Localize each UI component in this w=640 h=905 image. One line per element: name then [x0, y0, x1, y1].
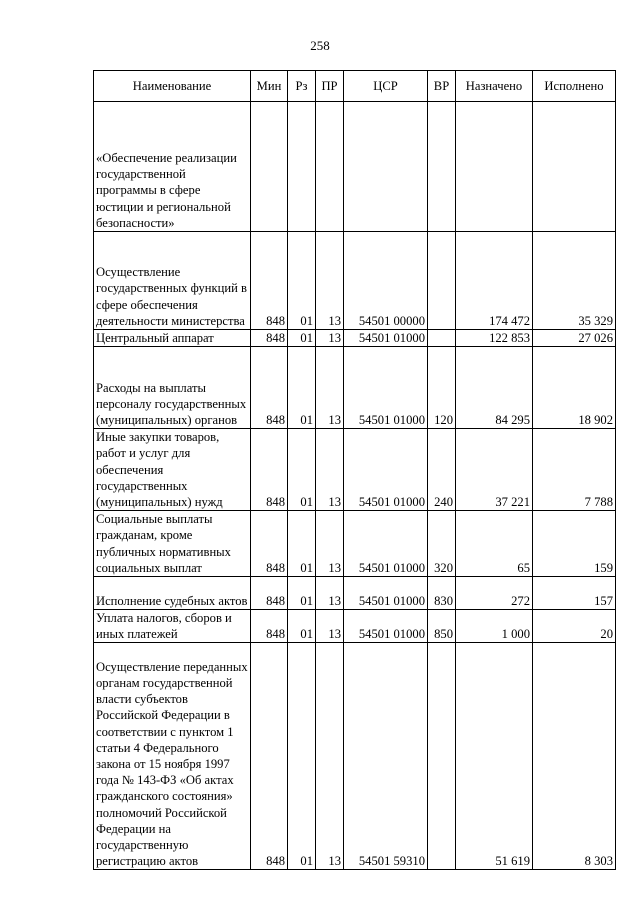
- cell-vr: 240: [428, 429, 456, 511]
- cell-rz: 01: [288, 511, 316, 577]
- cell-executed: 20: [533, 610, 616, 643]
- cell-name: Социальные выплаты гражданам, кроме публичных нормативных социальных выплат: [94, 511, 251, 577]
- cell-min: 848: [251, 577, 288, 610]
- table-row: [94, 511, 616, 577]
- cell-vr: [428, 232, 456, 330]
- cell-min: [251, 102, 288, 232]
- cell-min: 848: [251, 347, 288, 429]
- header-rz: Рз: [288, 71, 316, 102]
- cell-rz: 01: [288, 643, 316, 870]
- cell-csr: 54501 01000: [344, 429, 428, 511]
- cell-pr: 13: [316, 347, 344, 429]
- cell-assigned: 65: [456, 511, 533, 577]
- cell-assigned: [456, 102, 533, 232]
- cell-name: Уплата налогов, сборов и иных платежей: [94, 610, 251, 643]
- cell-vr: [428, 643, 456, 870]
- cell-min: 848: [251, 643, 288, 870]
- budget-table: [93, 70, 616, 870]
- header-name: Наименование: [94, 71, 251, 102]
- table-row: [94, 577, 616, 610]
- cell-min: 848: [251, 610, 288, 643]
- cell-csr: 54501 01000: [344, 347, 428, 429]
- cell-executed: 7 788: [533, 429, 616, 511]
- cell-assigned: 37 221: [456, 429, 533, 511]
- cell-name: Иные закупки товаров, работ и услуг для обеспечения государственных (муниципальных) нужд: [94, 429, 251, 511]
- table-row: [94, 610, 616, 643]
- cell-csr: 54501 01000: [344, 330, 428, 347]
- page-number: 258: [310, 38, 330, 53]
- cell-executed: 157: [533, 577, 616, 610]
- cell-name: Исполнение судебных актов: [94, 577, 251, 610]
- cell-rz: 01: [288, 232, 316, 330]
- cell-assigned: 51 619: [456, 643, 533, 870]
- cell-vr: [428, 330, 456, 347]
- cell-rz: [288, 102, 316, 232]
- cell-rz: 01: [288, 347, 316, 429]
- cell-name: «Обеспечение реализации государственной программы в сфере юстиции и региональной безопасности»: [94, 102, 251, 232]
- cell-pr: 13: [316, 610, 344, 643]
- cell-name: Осуществление переданных органам государственной власти субъектов Российской Федерации в соответствии с пунктом 1 статьи 4 Федерального закона от 15 ноября 1997 года № 143-ФЗ «Об актах гражданского состояния» полномочий Российской Федерации на государственную регистрацию актов: [94, 643, 251, 870]
- cell-vr: 830: [428, 577, 456, 610]
- cell-min: 848: [251, 429, 288, 511]
- cell-pr: 13: [316, 511, 344, 577]
- cell-rz: 01: [288, 330, 316, 347]
- cell-assigned: 84 295: [456, 347, 533, 429]
- cell-csr: 54501 01000: [344, 610, 428, 643]
- cell-csr: 54501 59310: [344, 643, 428, 870]
- cell-vr: 850: [428, 610, 456, 643]
- header-executed: Исполнено: [533, 71, 616, 102]
- table-row: [94, 347, 616, 429]
- cell-vr: 320: [428, 511, 456, 577]
- cell-name: Центральный аппарат: [94, 330, 251, 347]
- header-csr: ЦСР: [344, 71, 428, 102]
- cell-pr: 13: [316, 330, 344, 347]
- cell-pr: 13: [316, 232, 344, 330]
- table-row: [94, 429, 616, 511]
- cell-min: 848: [251, 232, 288, 330]
- cell-pr: 13: [316, 643, 344, 870]
- header-assigned: Назначено: [456, 71, 533, 102]
- header-pr: ПР: [316, 71, 344, 102]
- cell-pr: 13: [316, 429, 344, 511]
- cell-name: Осуществление государственных функций в сфере обеспечения деятельности министерства: [94, 232, 251, 330]
- cell-assigned: 1 000: [456, 610, 533, 643]
- cell-csr: 54501 00000: [344, 232, 428, 330]
- cell-pr: [316, 102, 344, 232]
- cell-executed: 27 026: [533, 330, 616, 347]
- cell-pr: 13: [316, 577, 344, 610]
- cell-vr: [428, 102, 456, 232]
- table-row: [94, 643, 616, 870]
- cell-executed: 8 303: [533, 643, 616, 870]
- cell-executed: 18 902: [533, 347, 616, 429]
- cell-name: Расходы на выплаты персоналу государственных (муниципальных) органов: [94, 347, 251, 429]
- cell-csr: 54501 01000: [344, 511, 428, 577]
- table-header-row: [94, 71, 616, 102]
- cell-vr: 120: [428, 347, 456, 429]
- cell-executed: 159: [533, 511, 616, 577]
- header-vr: ВР: [428, 71, 456, 102]
- table-row: [94, 330, 616, 347]
- cell-rz: 01: [288, 610, 316, 643]
- cell-executed: [533, 102, 616, 232]
- header-min: Мин: [251, 71, 288, 102]
- cell-assigned: 272: [456, 577, 533, 610]
- cell-csr: [344, 102, 428, 232]
- cell-assigned: 122 853: [456, 330, 533, 347]
- cell-assigned: 174 472: [456, 232, 533, 330]
- cell-min: 848: [251, 511, 288, 577]
- cell-min: 848: [251, 330, 288, 347]
- table-row: [94, 102, 616, 232]
- table-row: [94, 232, 616, 330]
- cell-executed: 35 329: [533, 232, 616, 330]
- cell-csr: 54501 01000: [344, 577, 428, 610]
- cell-rz: 01: [288, 577, 316, 610]
- cell-rz: 01: [288, 429, 316, 511]
